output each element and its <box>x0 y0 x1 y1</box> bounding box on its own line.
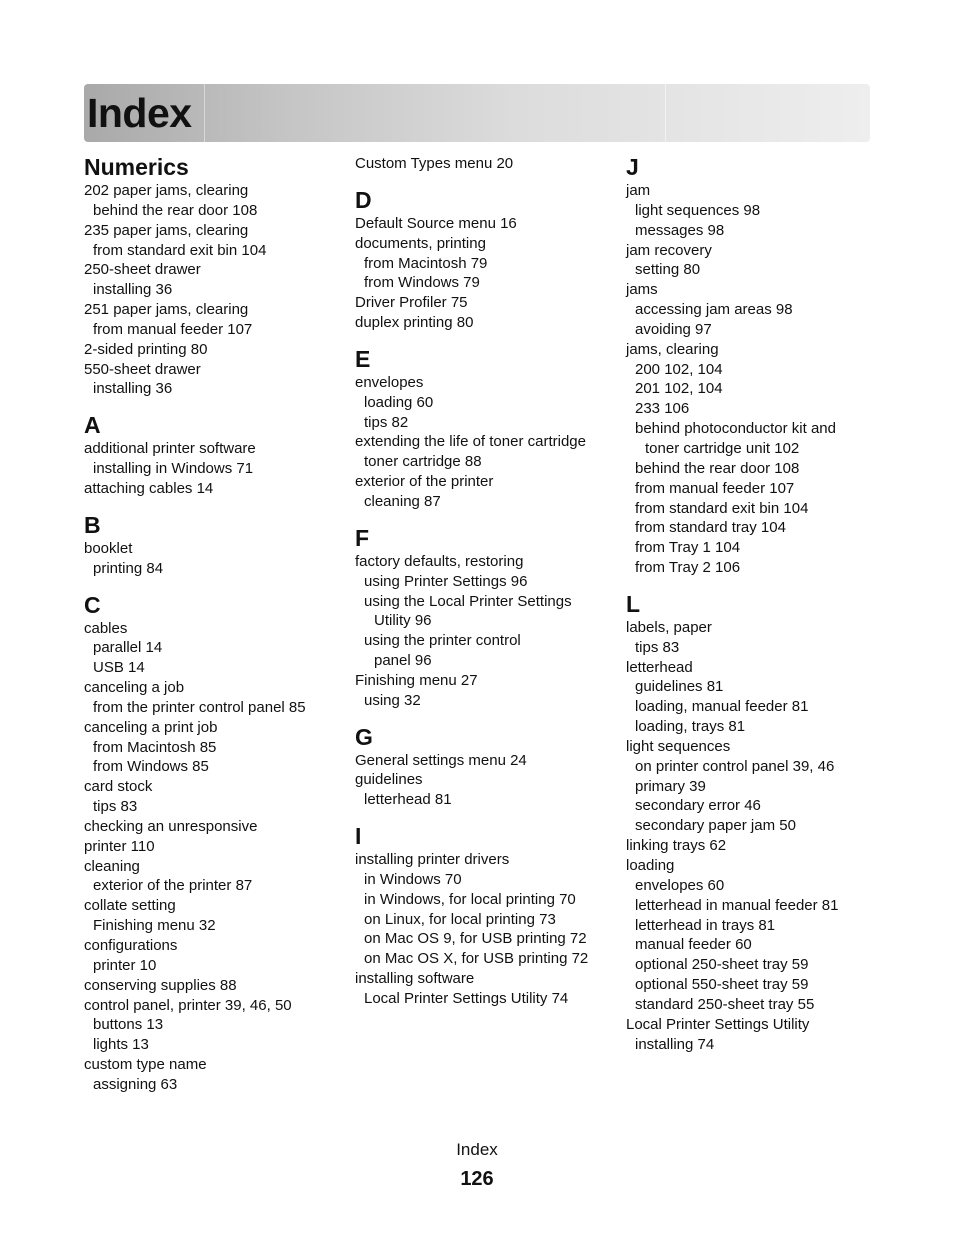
index-entry: General settings menu 24 <box>355 751 527 769</box>
index-subentry: from Windows 79 <box>364 274 480 292</box>
index-subentry: from manual feeder 107 <box>635 479 795 497</box>
index-subentry: exterior of the printer 87 <box>93 877 253 895</box>
banner-divider <box>665 84 666 142</box>
index-subentry: Utility 96 <box>374 612 432 630</box>
index-subentry: Local Printer Settings Utility 74 <box>364 990 569 1007</box>
index-subentry: assigning 63 <box>93 1075 178 1093</box>
index-subentry: optional 550-sheet tray 59 <box>635 976 809 994</box>
index-subentry: cleaning 87 <box>364 492 441 510</box>
index-entry: Default Source menu 16 <box>355 214 517 232</box>
index-section <box>355 154 620 174</box>
index-subentry: Finishing menu 32 <box>93 917 216 935</box>
index-section <box>626 590 866 1055</box>
index-subentry: behind photoconductor kit and <box>635 420 836 438</box>
index-entry: labels, paper <box>626 618 712 636</box>
index-subentry: panel 96 <box>374 652 432 670</box>
index-subentry: behind the rear door 108 <box>93 201 258 219</box>
index-subentry: behind the rear door 108 <box>635 459 800 477</box>
index-section <box>626 153 866 578</box>
index-subentry: printing 84 <box>93 559 164 577</box>
index-subentry: installing 36 <box>93 281 173 299</box>
index-subentry: messages 98 <box>635 221 725 239</box>
index-column-3 <box>626 153 866 1054</box>
section-heading: I <box>355 823 362 850</box>
index-entry: conserving supplies 88 <box>84 976 237 994</box>
index-entry: card stock <box>84 778 153 796</box>
index-subentry: manual feeder 60 <box>635 936 752 954</box>
index-entry: exterior of the printer <box>355 473 494 491</box>
index-subentry: from Tray 2 106 <box>635 559 741 577</box>
index-subentry: on Linux, for local printing 73 <box>364 910 556 928</box>
index-subentry: secondary paper jam 50 <box>635 817 796 835</box>
index-entry: jams, clearing <box>626 340 719 358</box>
index-entry: jam <box>626 182 651 199</box>
index-entry: Custom Types menu 20 <box>355 155 514 172</box>
index-entry: envelopes <box>355 373 424 391</box>
index-subentry: using the printer control <box>364 632 521 650</box>
index-subentry: guidelines 81 <box>635 678 724 696</box>
page-number: 126 <box>460 1168 494 1190</box>
index-section <box>84 511 349 579</box>
index-entry: cables <box>84 619 128 637</box>
index-section <box>355 524 620 711</box>
index-banner <box>84 84 870 142</box>
index-entry: installing printer drivers <box>355 851 510 869</box>
index-subentry: on Mac OS X, for USB printing 72 <box>364 950 589 968</box>
index-subentry: USB 14 <box>93 659 145 677</box>
index-subentry: installing 36 <box>93 380 173 398</box>
index-entry: 2-sided printing 80 <box>84 340 208 358</box>
banner-divider <box>204 84 205 142</box>
index-entry: control panel, printer 39, 46, 50 <box>84 996 292 1014</box>
index-subentry: parallel 14 <box>93 639 163 657</box>
index-entry: additional printer software <box>84 440 256 458</box>
footer-label: Index <box>456 1140 498 1159</box>
index-subentry: setting 80 <box>635 261 701 279</box>
section-heading: C <box>84 591 101 618</box>
index-entry: guidelines <box>355 771 423 789</box>
index-subentry: loading, trays 81 <box>635 718 746 736</box>
index-section <box>84 591 349 1095</box>
index-entry: documents, printing <box>355 234 486 252</box>
index-subentry: in Windows, for local printing 70 <box>364 890 576 908</box>
index-subentry: tips 83 <box>635 638 680 656</box>
index-column-2 <box>355 153 620 1009</box>
index-subentry: from standard exit bin 104 <box>93 241 267 259</box>
index-subentry: lights 13 <box>93 1036 149 1054</box>
index-entry: collate setting <box>84 897 176 915</box>
index-subentry: primary 39 <box>635 777 706 795</box>
section-heading: J <box>626 154 639 180</box>
index-entry: Finishing menu 27 <box>355 671 478 689</box>
index-subentry: from Macintosh 79 <box>364 254 488 272</box>
index-subentry: loading, manual feeder 81 <box>635 698 809 716</box>
index-subentry: from Tray 1 104 <box>635 539 741 557</box>
index-entry: 235 paper jams, clearing <box>84 221 249 239</box>
index-subentry: letterhead 81 <box>364 791 452 809</box>
index-subentry: 200 102, 104 <box>635 360 723 378</box>
index-section <box>355 186 620 333</box>
index-entry: Local Printer Settings Utility <box>626 1015 810 1033</box>
index-subentry: accessing jam areas 98 <box>635 301 793 319</box>
section-heading: L <box>626 590 641 617</box>
index-entry: cleaning <box>84 857 140 875</box>
index-subentry: 233 106 <box>635 400 690 418</box>
index-subentry: loading 60 <box>364 393 434 411</box>
index-entry: light sequences <box>626 737 731 755</box>
index-subentry: on printer control panel 39, 46 <box>635 757 835 775</box>
index-entry: linking trays 62 <box>626 837 727 855</box>
index-entry: 550-sheet drawer <box>84 360 201 378</box>
index-subentry: from the printer control panel 85 <box>93 698 306 716</box>
index-entry: canceling a print job <box>84 718 218 736</box>
page-title: Index <box>87 90 192 136</box>
index-subentry: secondary error 46 <box>635 797 761 815</box>
index-subentry: in Windows 70 <box>364 870 462 888</box>
index-entry: extending the life of toner cartridge <box>355 433 586 451</box>
index-entry: custom type name <box>84 1056 207 1074</box>
index-subentry: buttons 13 <box>93 1016 164 1034</box>
index-column-1 <box>84 153 349 1095</box>
index-section <box>355 345 620 512</box>
index-entry: booklet <box>84 539 133 557</box>
index-subentry: from standard tray 104 <box>635 519 786 537</box>
index-section <box>355 822 620 1009</box>
index-entry: installing software <box>355 970 475 988</box>
section-heading: E <box>355 345 371 372</box>
index-subentry: printer 10 <box>93 956 157 974</box>
index-subentry: from Macintosh 85 <box>93 738 217 756</box>
index-subentry: envelopes 60 <box>635 876 725 894</box>
index-subentry: from Windows 85 <box>93 758 209 776</box>
index-subentry: installing 74 <box>635 1035 715 1053</box>
index-subentry: using Printer Settings 96 <box>364 572 528 590</box>
section-heading: B <box>84 511 101 538</box>
index-subentry: from manual feeder 107 <box>93 320 253 338</box>
index-section <box>84 153 349 399</box>
index-entry: 250-sheet drawer <box>84 261 201 279</box>
index-subentry: light sequences 98 <box>635 201 761 219</box>
index-entry: jam recovery <box>626 241 712 259</box>
index-entry: canceling a job <box>84 679 185 697</box>
index-subentry: using 32 <box>364 691 421 709</box>
index-subentry: optional 250-sheet tray 59 <box>635 956 809 974</box>
index-entry: checking an unresponsive <box>84 817 258 835</box>
index-subentry: standard 250-sheet tray 55 <box>635 995 815 1013</box>
index-subentry: letterhead in trays 81 <box>635 916 776 934</box>
index-subentry: installing in Windows 71 <box>93 460 254 478</box>
index-entry: 202 paper jams, clearing <box>84 182 249 199</box>
section-heading: F <box>355 524 370 551</box>
index-subentry: on Mac OS 9, for USB printing 72 <box>364 930 587 948</box>
index-subentry: tips 82 <box>364 413 409 431</box>
index-entry: attaching cables 14 <box>84 479 214 497</box>
index-entry: 251 paper jams, clearing <box>84 301 249 319</box>
section-heading: Numerics <box>84 154 189 180</box>
index-section <box>84 411 349 499</box>
index-entry: Driver Profiler 75 <box>355 294 468 312</box>
index-entry: factory defaults, restoring <box>355 552 524 570</box>
index-subentry: toner cartridge unit 102 <box>645 439 800 457</box>
index-subentry: 201 102, 104 <box>635 380 723 398</box>
index-subentry: using the Local Printer Settings <box>364 592 572 610</box>
index-subentry: letterhead in manual feeder 81 <box>635 896 839 914</box>
section-heading: A <box>84 412 101 439</box>
index-entry: printer 110 <box>84 837 155 855</box>
index-entry: loading <box>626 857 675 874</box>
index-section <box>355 723 620 811</box>
index-subentry: toner cartridge 88 <box>364 453 482 471</box>
index-subentry: from standard exit bin 104 <box>635 499 809 517</box>
index-subentry: avoiding 97 <box>635 320 712 338</box>
index-entry: letterhead <box>626 658 693 676</box>
index-entry: jams <box>626 281 658 299</box>
section-heading: G <box>355 723 373 750</box>
index-entry: configurations <box>84 937 178 954</box>
index-subentry: tips 83 <box>93 798 138 816</box>
index-entry: duplex printing 80 <box>355 314 474 332</box>
section-heading: D <box>355 186 372 213</box>
